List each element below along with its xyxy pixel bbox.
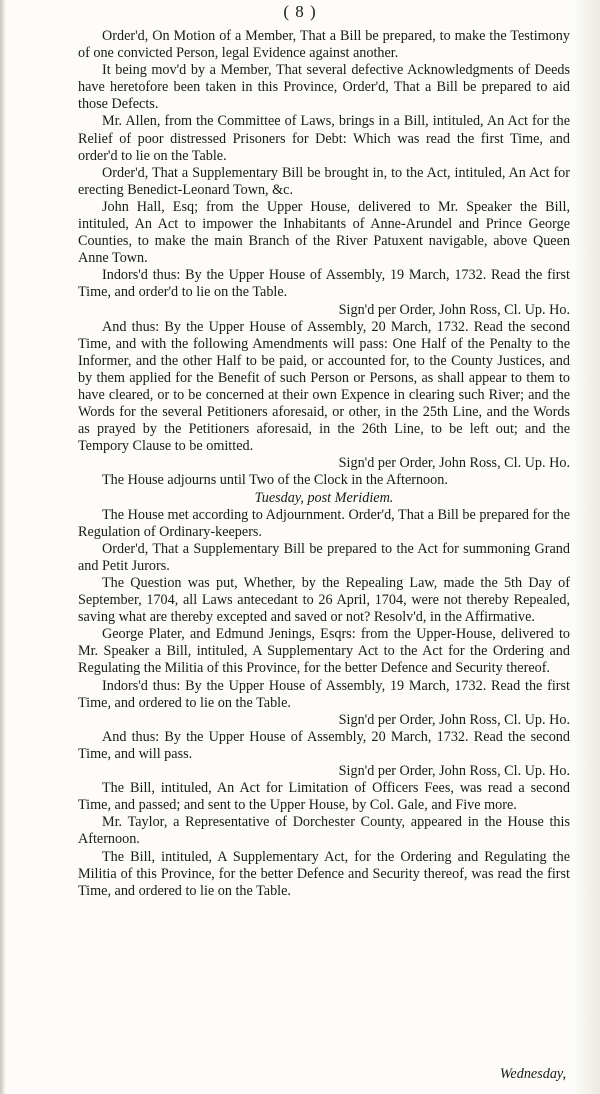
paragraph: John Hall, Esq; from the Upper House, delivered to Mr. Speaker the Bill, intituled, An Act to impower the Inhabitants of Anne-Arundel and Prince George Counties, to make the main Branch of the River Patuxent navigable, above Queen Anne Town.	[78, 198, 570, 267]
signature-line: Sign'd per Order, John Ross, Cl. Up. Ho.	[338, 455, 570, 472]
paragraph: Indors'd thus: By the Upper House of Assembly, 19 March, 1732. Read the first Time, and ordered to lie on the Table.	[78, 677, 570, 711]
signature-line: Sign'd per Order, John Ross, Cl. Up. Ho.	[338, 301, 570, 318]
paragraph: Mr. Allen, from the Committee of Laws, brings in a Bill, intituled, An Act for the Relief of poor distressed Prisoners for Debt: Which was read the first Time, and order'd to lie on the Table.	[78, 113, 570, 164]
paragraph: Order'd, That a Supplementary Bill be brought in, to the Act, intituled, An Act for erecting Benedict-Leonard Town, &c.	[78, 164, 570, 198]
paragraph: Mr. Taylor, a Representative of Dorchester County, appeared in the House this Afternoon.	[78, 814, 570, 848]
catchword: Wednesday,	[499, 1066, 566, 1082]
paragraph: And thus: By the Upper House of Assembly, 20 March, 1732. Read the second Time, and with the following Amendments will pass: One Half of the Penalty to the Informer, and the other Half to be paid, or accounted for, to the County Justices, and by them applied for the Benefit of such Person or Persons, as shall appear to them to have cleared, or to be concerned at their own Expence in clearing such River; and the Words for the several Petitioners aforesaid, or other, in the 25th Line, and the Words as prayed by the Petitioners aforesaid, in the 26th Line, to be left out; and the Tempory Clause to be omitted.	[78, 318, 570, 455]
paragraph: Order'd, On Motion of a Member, That a Bill be prepared, to make the Testimony of one convicted Person, legal Evidence against another.	[78, 28, 570, 62]
paragraph: Indors'd thus: By the Upper House of Assembly, 19 March, 1732. Read the first Time, and order'd to lie on the Table.	[78, 267, 570, 301]
paragraph: George Plater, and Edmund Jenings, Esqrs: from the Upper-House, delivered to Mr. Speaker a Bill, intituled, A Supplementary Act to the Act for the Ordering and Regulating the Militia of this Province, for the better Defence and Security thereof.	[78, 626, 570, 677]
journal-text	[78, 28, 570, 900]
paragraph: It being mov'd by a Member, That several defective Acknowledgments of Deeds have heretofore been taken in this Province, Order'd, That a Bill be prepared to aid those Defects.	[78, 62, 570, 113]
paragraph: The Bill, intituled, A Supplementary Act, for the Ordering and Regulating the Militia of this Province, for the better Defence and Security thereof, was read the first Time, and ordered to lie on the Table.	[78, 848, 570, 899]
page-right-shadow	[574, 0, 600, 1094]
session-heading: Tuesday, post Meridiem.	[254, 489, 394, 506]
page-number: ( 8 )	[283, 2, 317, 21]
paragraph: And thus: By the Upper House of Assembly, 20 March, 1732. Read the second Time, and will pass.	[78, 728, 570, 762]
page-left-shadow	[0, 0, 6, 1094]
paragraph: The Bill, intituled, An Act for Limitation of Officers Fees, was read a second Time, and passed; and sent to the Upper House, by Col. Gale, and Five more.	[78, 780, 570, 814]
paragraph: Order'd, That a Supplementary Bill be prepared to the Act for summoning Grand and Petit Jurors.	[78, 540, 570, 574]
paragraph: The House met according to Adjournment. Order'd, That a Bill be prepared for the Regulation of Ordinary-keepers.	[78, 506, 570, 540]
signature-line: Sign'd per Order, John Ross, Cl. Up. Ho.	[338, 763, 570, 780]
paragraph: The House adjourns until Two of the Clock in the Afternoon.	[102, 472, 448, 489]
signature-line: Sign'd per Order, John Ross, Cl. Up. Ho.	[338, 711, 570, 728]
paragraph: The Question was put, Whether, by the Repealing Law, made the 5th Day of September, 1704, all Laws antecedant to 26 April, 1704, were not thereby Repealed, saving what are thereby excepted and saved or not? Resolv'd, in the Affirmative.	[78, 575, 570, 626]
